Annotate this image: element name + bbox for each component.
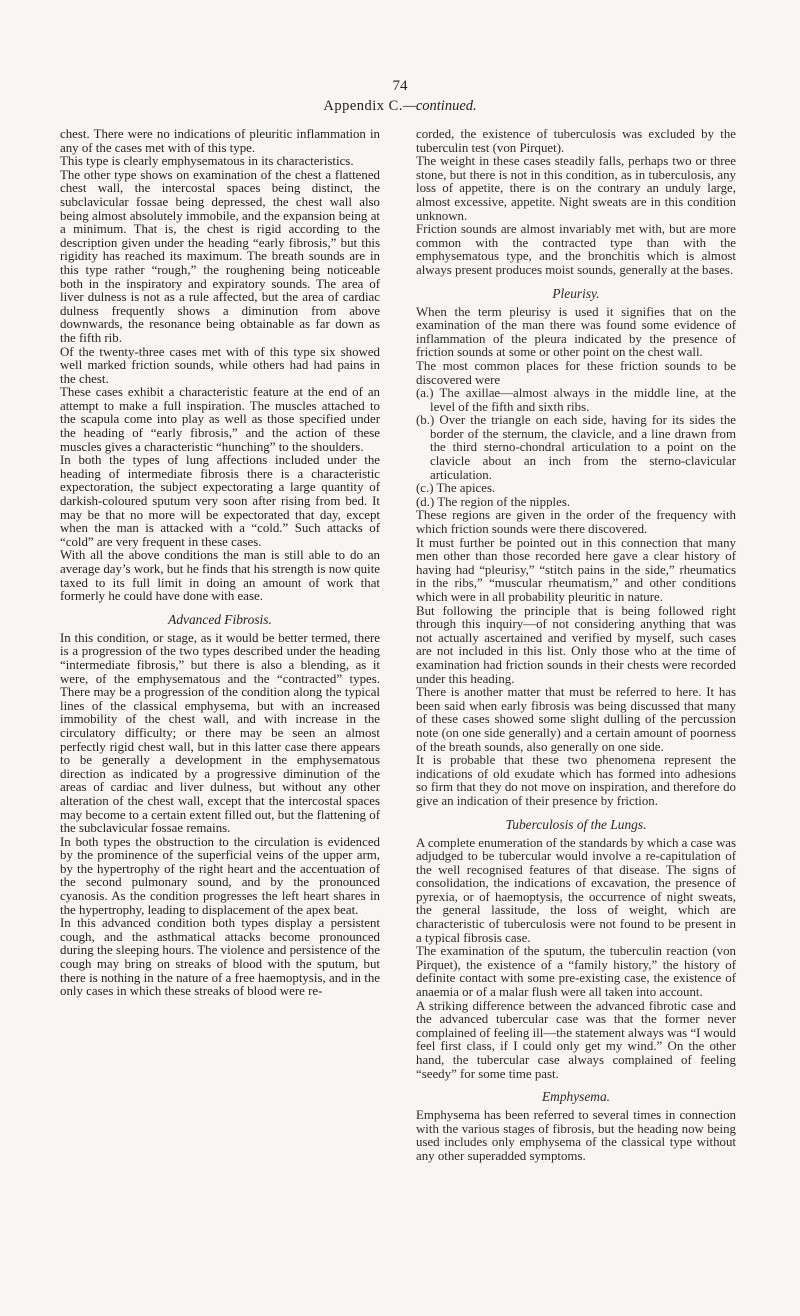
right-section-heading: Emphysema.	[541, 1089, 611, 1105]
right-paragraph: It must further be pointed out in this connection that many men other than those recorded here gave a clear history of having had “pleurisy,” “stitch pains in the side,” rheumatics in the ribs,” “muscular rheumatism,” and other conditions which were in all probability pleuritic in nature.	[416, 535, 736, 604]
left-paragraph: The other type shows on examination of the chest a flattened chest wall, the intercostal spaces being distinct, the subclavicular fossae being depressed, the chest wall also being almost absolutely immobile, and the expansion being at a minimum. That is, the chest is rigid according to the description given under the heading “early fibrosis,” but this rigidity has reached its maximum. The breath sounds are in this type rather “rough,” the roughening being noticeable both in the inspiratory and expiratory sounds. The area of liver dulness is not as a rule affected, but the area of cardiac dulness frequently shows a diminution from above downwards, the resonance being obtainable as far down as the fifth rib.	[60, 167, 380, 345]
right-paragraph: There is another matter that must be referred to here. It has been said when early fibrosis was being discussed that many of these cases showed some slight dulling of the percussion note (on one side generally) and a certain amount of poorness of the breath sounds, also generally on one side.	[416, 685, 736, 754]
left-column	[60, 128, 380, 999]
right-paragraph: But following the principle that is being followed right through this inquiry—of not considering anything that was not actually ascertained and verified by myself, such cases are not included in this list. Only those who at the time of examination had friction sounds in their chests were recorded under this heading.	[416, 603, 736, 686]
left-paragraph: In this condition, or stage, as it would be better termed, there is a progression of the two types described under the heading “intermediate fibrosis,” but there is also a blending, as it were, of the emphysematous and the “contracted” types. There may be a progression of the condition along the typical lines of the classical emphysema, but with an increased immobility of the chest wall, and with increase in the circulatory difficulty; or there may be seen an almost perfectly rigid chest wall, but in this latter case there appears to be generally a development in the emphysematous direction as indicated by a progressive diminution of the areas of cardiac and liver dulness, but without any other alteration of the chest wall, except that the intercostal spaces may become to a certain extent filled out, but the flattening of the subclavicular fossae remains.	[60, 630, 380, 836]
running-head-continued: —continued.	[402, 98, 477, 114]
right-section-heading: Pleurisy.	[552, 285, 600, 301]
left-paragraph: With all the above conditions the man is still able to do an average day’s work, but he finds that his strength is now quite taxed to its full limit in doing an amount of work that formerly he could have done with ease.	[60, 548, 380, 604]
right-paragraph: A complete enumeration of the standards by which a case was adjudged to be tubercular would involve a re-capitulation of the well recognised features of that disease. The signs of consolidation, the indications of excavation, the presence of pyrexia, or of haemoptysis, the occurrence of night sweats, the general lassitude, the loss of weight, which are characteristic of tuberculosis were not found to be present in a typical fibrosis case.	[416, 835, 737, 945]
left-paragraph: These cases exhibit a characteristic feature at the end of an attempt to make a full inspiration. The muscles attached to the scapula come into play as well as those specified under the heading of “early fibrosis,” and the action of these muscles gives a characteristic “hunching” to the shoulders.	[60, 385, 380, 454]
right-list-item: (c.) The apices.	[416, 481, 496, 496]
running-head	[0, 98, 800, 114]
left-paragraph: chest. There were no indications of pleuritic inflammation in any of the cases met with of this type.	[60, 127, 380, 155]
left-paragraph: In both the types of lung affections included under the heading of intermediate fibrosis there is a characteristic expectoration, the subject expectorating a large quantity of darkish-coloured sputum very soon after rising from bed. It may be that no more will be expectorated that day, except when the man is attacked with a “cold.” Such attacks of “cold” are very frequent in these cases.	[60, 453, 380, 549]
left-paragraph: This type is clearly emphysematous in its characteristics.	[60, 154, 354, 169]
running-head-label: Appendix C.	[323, 98, 403, 114]
right-column	[416, 128, 736, 1164]
right-paragraph: Emphysema has been referred to several times in connection with the various stages of fibrosis, but the heading now being used includes only emphysema of the classical type without any other superadded symptoms.	[416, 1108, 736, 1163]
page-number: 74	[392, 78, 408, 94]
right-paragraph: Friction sounds are almost invariably met with, but are more common with the contracted type than with the emphysematous type, and the bronchitis which is almost always present produces moist sounds, generally at the bases.	[416, 222, 736, 277]
right-list-item: (d.) The region of the nipples.	[416, 494, 571, 509]
right-paragraph: A striking difference between the advanced fibrotic case and the advanced tubercular case was that the former never complained of feeling ill—the statement always was “I would feel first class, if I could only get my wind.” On the other hand, the tubercular case always complained of feeling “seedy” for some time past.	[416, 998, 736, 1081]
left-section-heading: Advanced Fibrosis.	[168, 611, 272, 627]
right-paragraph: These regions are given in the order of the frequency with which friction sounds were there discovered.	[416, 508, 736, 537]
right-paragraph: When the term pleurisy is used it signifies that on the examination of the man there was found some evidence of inflammation of the pleura indicated by the presence of friction sounds at some or other point on the chest wall.	[416, 304, 736, 360]
left-paragraph: In both types the obstruction to the circulation is evidenced by the prominence of the superficial veins of the upper arm, by the hypertrophy of the right heart and the accentuation of the second pulmonary sound, and by the pronounced cyanosis. As the condition progresses the left heart shares in the hypertrophy, leading to displacement of the apex beat.	[60, 834, 380, 917]
right-paragraph: The most common places for these friction sounds to be discovered were	[416, 358, 736, 387]
right-paragraph: The examination of the sputum, the tuberculin reaction (von Pirquet), the existence of a “family history,” the history of definite contact with some pre-existing case, the existence of anaemia or of a malar flush were all taken into account.	[416, 944, 736, 1000]
left-paragraph: Of the twenty-three cases met with of this type six showed well marked friction sounds, while others had had pains in the chest.	[60, 344, 380, 386]
right-paragraph: It is probable that these two phenomena represent the indications of old exudate which has formed into adhesions so firm that they do not move on inspiration, and therefore do give an indication of their presence by friction.	[416, 753, 736, 808]
right-section-heading: Tuberculosis of the Lungs.	[505, 816, 647, 832]
right-list-item: (a.) The axillae—almost always in the middle line, at the level of the fifth and sixth ribs.	[416, 386, 736, 414]
right-list-item: (b.) Over the triangle on each side, having for its sides the border of the sternum, the clavicle, and a line drawn from the third sterno-chondral articulation to a point on the clavicle about an inch from the sterno-clavicular articulation.	[416, 413, 736, 482]
right-paragraph: corded, the existence of tuberculosis was excluded by the tuberculin test (von Pirquet).	[416, 127, 736, 155]
left-paragraph: In this advanced condition both types display a persistent cough, and the asthmatical attacks become pronounced during the sleeping hours. The violence and persistence of the cough may bring on streaks of blood with the sputum, but there is nothing in the nature of a free haemoptysis, and in the only cases in which these streaks of blood were re-	[60, 916, 380, 999]
right-paragraph: The weight in these cases steadily falls, perhaps two or three stone, but there is not in this condition, as in tuberculosis, any loss of appetite, there is on the contrary an unduly large, almost excessive, appetite. Night sweats are in this condition unknown.	[416, 154, 736, 223]
